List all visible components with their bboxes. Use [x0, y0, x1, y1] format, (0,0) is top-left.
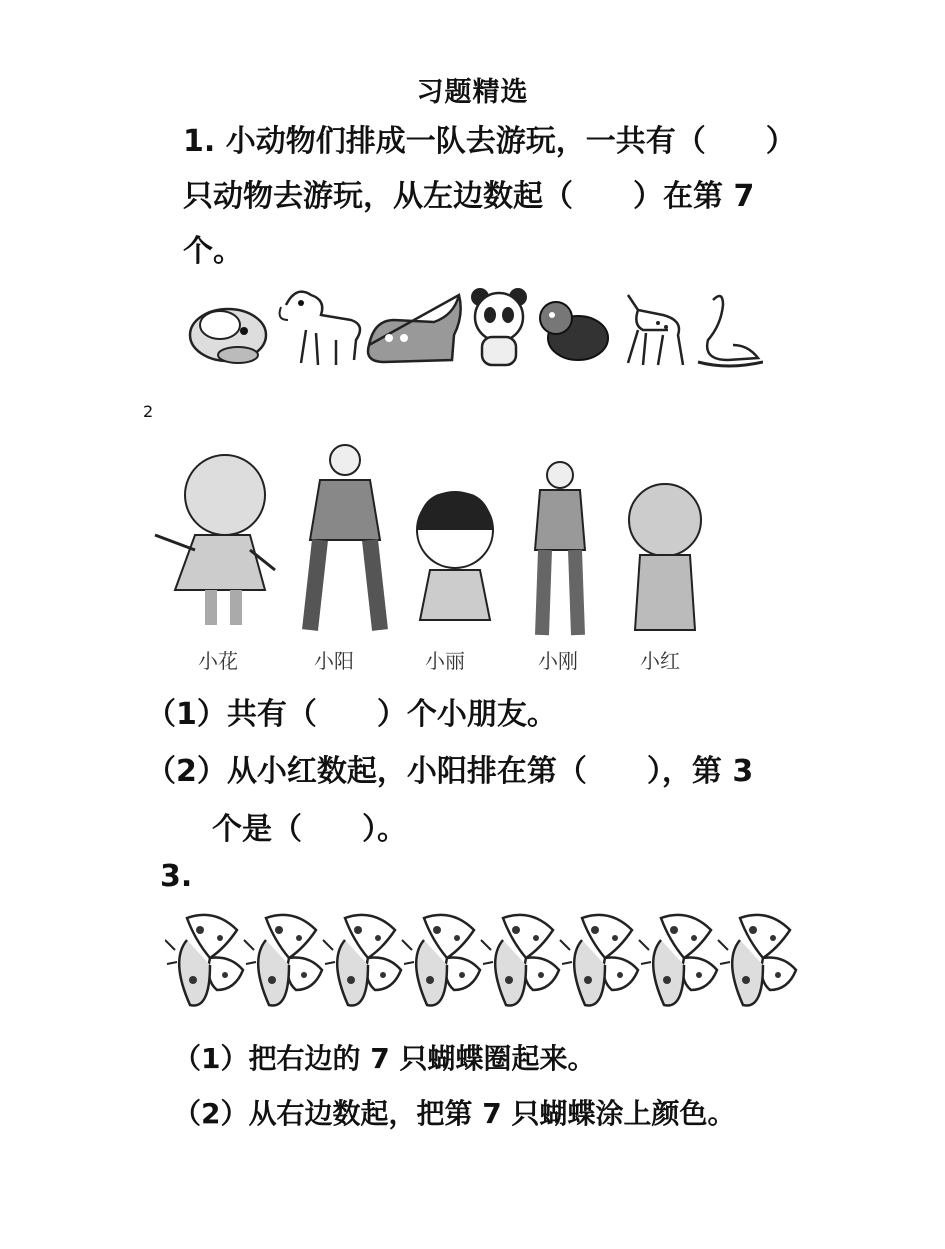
- deer-icon: [628, 295, 683, 365]
- boy-xiaoyang-icon: [310, 445, 380, 630]
- q3-number: 3.: [160, 859, 193, 894]
- q2-number: 2: [143, 402, 154, 421]
- girl-xiaohua-icon: [155, 455, 275, 625]
- raccoon-icon: [540, 302, 608, 360]
- butterfly-icon: [165, 915, 243, 1006]
- child-name-4: 小刚: [538, 649, 578, 673]
- butterfly-icon: [323, 915, 401, 1006]
- child-name-2: 小阳: [314, 649, 354, 673]
- q2-sub-2a: （2）从小红数起，小阳排在第（ ），第 3: [146, 754, 754, 789]
- q3-sub-2: （2）从右边数起，把第 7 只蝴蝶涂上颜色。: [173, 1097, 736, 1130]
- swan-icon: [698, 296, 763, 366]
- panda-icon: [471, 288, 527, 365]
- girl-xiaohong-icon: [629, 484, 701, 630]
- butterfly-icon: [402, 915, 480, 1006]
- puppy-icon: [280, 292, 360, 365]
- butterflies-row: [165, 910, 805, 1020]
- q3-sub-1: （1）把右边的 7 只蝴蝶圈起来。: [173, 1042, 596, 1075]
- boy-xiaogang-icon: [535, 462, 585, 635]
- cat-icon: [368, 295, 461, 362]
- child-name-1: 小花: [198, 649, 238, 673]
- child-name-5: 小红: [640, 649, 680, 673]
- q1-line-2: 只动物去游玩，从左边数起（ ）在第 7: [183, 179, 755, 214]
- butterfly-icon: [639, 915, 717, 1006]
- q2-sub-2b: 个是（ ）。: [212, 812, 407, 847]
- page-title: 习题精选: [416, 77, 529, 108]
- q1-line-1: 1. 小动物们排成一队去游玩，一共有（ ）: [183, 124, 796, 159]
- rabbit-icon: [190, 309, 266, 363]
- butterfly-icon: [481, 915, 559, 1006]
- butterfly-icon: [718, 915, 796, 1006]
- q2-sub-1: （1）共有（ ）个小朋友。: [146, 697, 557, 732]
- children-row: [150, 440, 730, 640]
- butterfly-icon: [244, 915, 322, 1006]
- animals-row: [188, 285, 763, 375]
- girl-xiaoli-icon: [417, 492, 493, 620]
- child-name-3: 小丽: [425, 649, 465, 673]
- butterfly-icon: [560, 915, 638, 1006]
- q1-line-3: 个。: [183, 234, 243, 269]
